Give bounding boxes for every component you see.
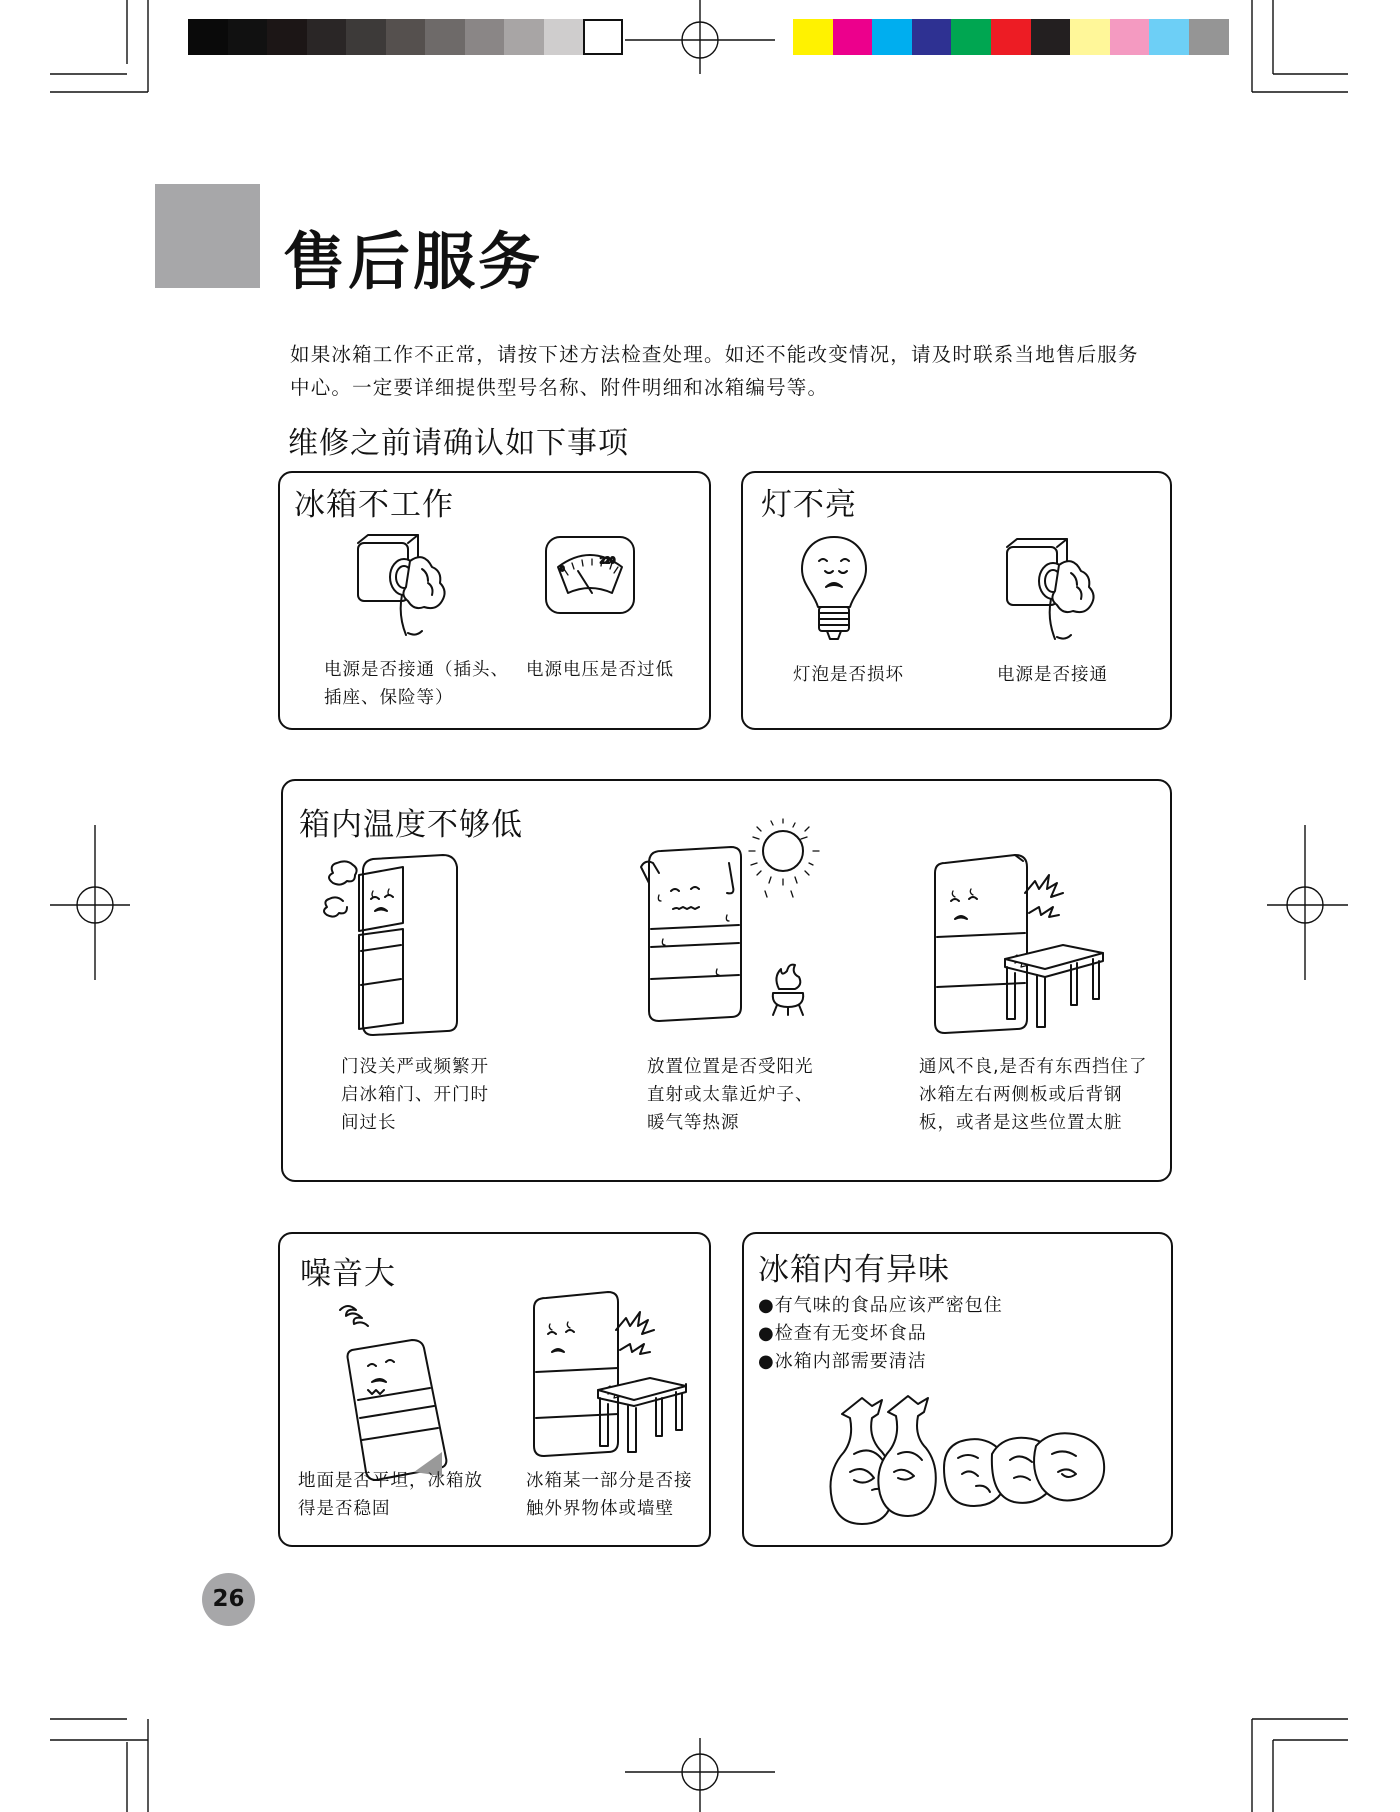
- color-swatch: [793, 19, 833, 55]
- list-item: ●冰箱内部需要清洁: [758, 1351, 927, 1372]
- panel-title: 冰箱内有异味: [758, 1252, 950, 1288]
- color-swatch: [1149, 19, 1189, 55]
- caption-heat-source: 放置位置是否受阳光 直射或太靠近炉子、 暖气等热源: [647, 1057, 814, 1133]
- page-number: 26: [212, 1586, 245, 1612]
- svg-text:0: 0: [560, 565, 565, 573]
- color-swatch: [267, 19, 307, 55]
- color-swatch: [425, 19, 465, 55]
- color-swatch: [465, 19, 505, 55]
- socket-plug-icon: [1001, 537, 1111, 647]
- color-swatch: [544, 19, 584, 55]
- fridge-touching-object-illustration: [530, 1290, 700, 1470]
- list-item: ●有气味的食品应该严密包住: [758, 1295, 1003, 1316]
- panel-fridge-not-working: [278, 471, 711, 730]
- panel-temperature-not-low: [281, 779, 1172, 1182]
- page-title: 售后服务: [283, 225, 544, 298]
- color-swatch: [991, 19, 1031, 55]
- meter-scale-label: 220: [600, 556, 616, 565]
- title-block: [155, 184, 260, 288]
- caption-floor-level: 地面是否平坦，冰箱放 得是否稳固: [298, 1471, 483, 1519]
- caption-power-connected: 电源是否接通: [997, 665, 1108, 685]
- caption-touching-object: 冰箱某一部分是否接 触外界物体或墙壁: [526, 1471, 693, 1519]
- wrapped-food-illustration: [832, 1394, 1112, 1524]
- fridge-near-heat-illustration: [633, 819, 833, 1049]
- panel-title: 噪音大: [300, 1256, 396, 1292]
- color-swatch: [346, 19, 386, 55]
- intro-paragraph: 如果冰箱工作不正常，请按下述方法检查处理。如还不能改变情况，请及时联系当地售后服务 中心。一定要详细提供型号名称、附件明细和冰箱编号等。: [290, 343, 1139, 399]
- color-swatch: [188, 19, 228, 55]
- color-swatch: [1070, 19, 1110, 55]
- panel-title: 箱内温度不够低: [299, 807, 523, 843]
- panel-light-not-on: [741, 471, 1172, 730]
- panel-noisy: [278, 1232, 711, 1547]
- color-swatch: [912, 19, 952, 55]
- caption-bulb-broken: 灯泡是否损坏: [793, 665, 904, 685]
- odor-tips-list: [758, 1292, 1003, 1376]
- color-swatch: [1031, 19, 1071, 55]
- caption-door-open: 门没关严或频繁开 启冰箱门、开门时 间过长: [341, 1057, 489, 1133]
- registration-mark-right: [1262, 825, 1352, 985]
- color-swatch: [228, 19, 268, 55]
- color-swatch: [951, 19, 991, 55]
- fridge-door-open-illustration: [323, 851, 483, 1051]
- socket-plug-icon: [352, 533, 462, 643]
- registration-mark-left: [50, 825, 140, 985]
- voltmeter-icon: [542, 533, 638, 617]
- panel-title: 冰箱不工作: [294, 487, 454, 523]
- caption-ventilation: 通风不良,是否有东西挡住了 冰箱左右两侧板或后背钢 板，或者是这些位置太脏: [919, 1057, 1148, 1133]
- caption-power-connected: 电源是否接通（插头、 插座、保险等）: [324, 660, 509, 708]
- color-swatch: [833, 19, 873, 55]
- light-bulb-icon: [799, 533, 869, 645]
- color-swatch: [504, 19, 544, 55]
- registration-mark-bottom: [620, 1732, 780, 1812]
- tilted-fridge-illustration: [332, 1300, 452, 1480]
- list-item: ●检查有无变坏食品: [758, 1323, 927, 1344]
- color-swatch: [307, 19, 347, 55]
- color-swatch: [1189, 19, 1229, 55]
- color-swatch: [872, 19, 912, 55]
- caption-voltage-low: 电源电压是否过低: [526, 660, 674, 680]
- registration-mark-top: [620, 0, 780, 80]
- color-swatch: [1110, 19, 1150, 55]
- color-swatch: [583, 19, 623, 55]
- panel-title: 灯不亮: [761, 487, 857, 523]
- panel-odor: [742, 1232, 1173, 1547]
- section-subheading: 维修之前请确认如下事项: [288, 426, 629, 461]
- fridge-blocked-ventilation-illustration: [923, 847, 1113, 1047]
- color-swatch: [386, 19, 426, 55]
